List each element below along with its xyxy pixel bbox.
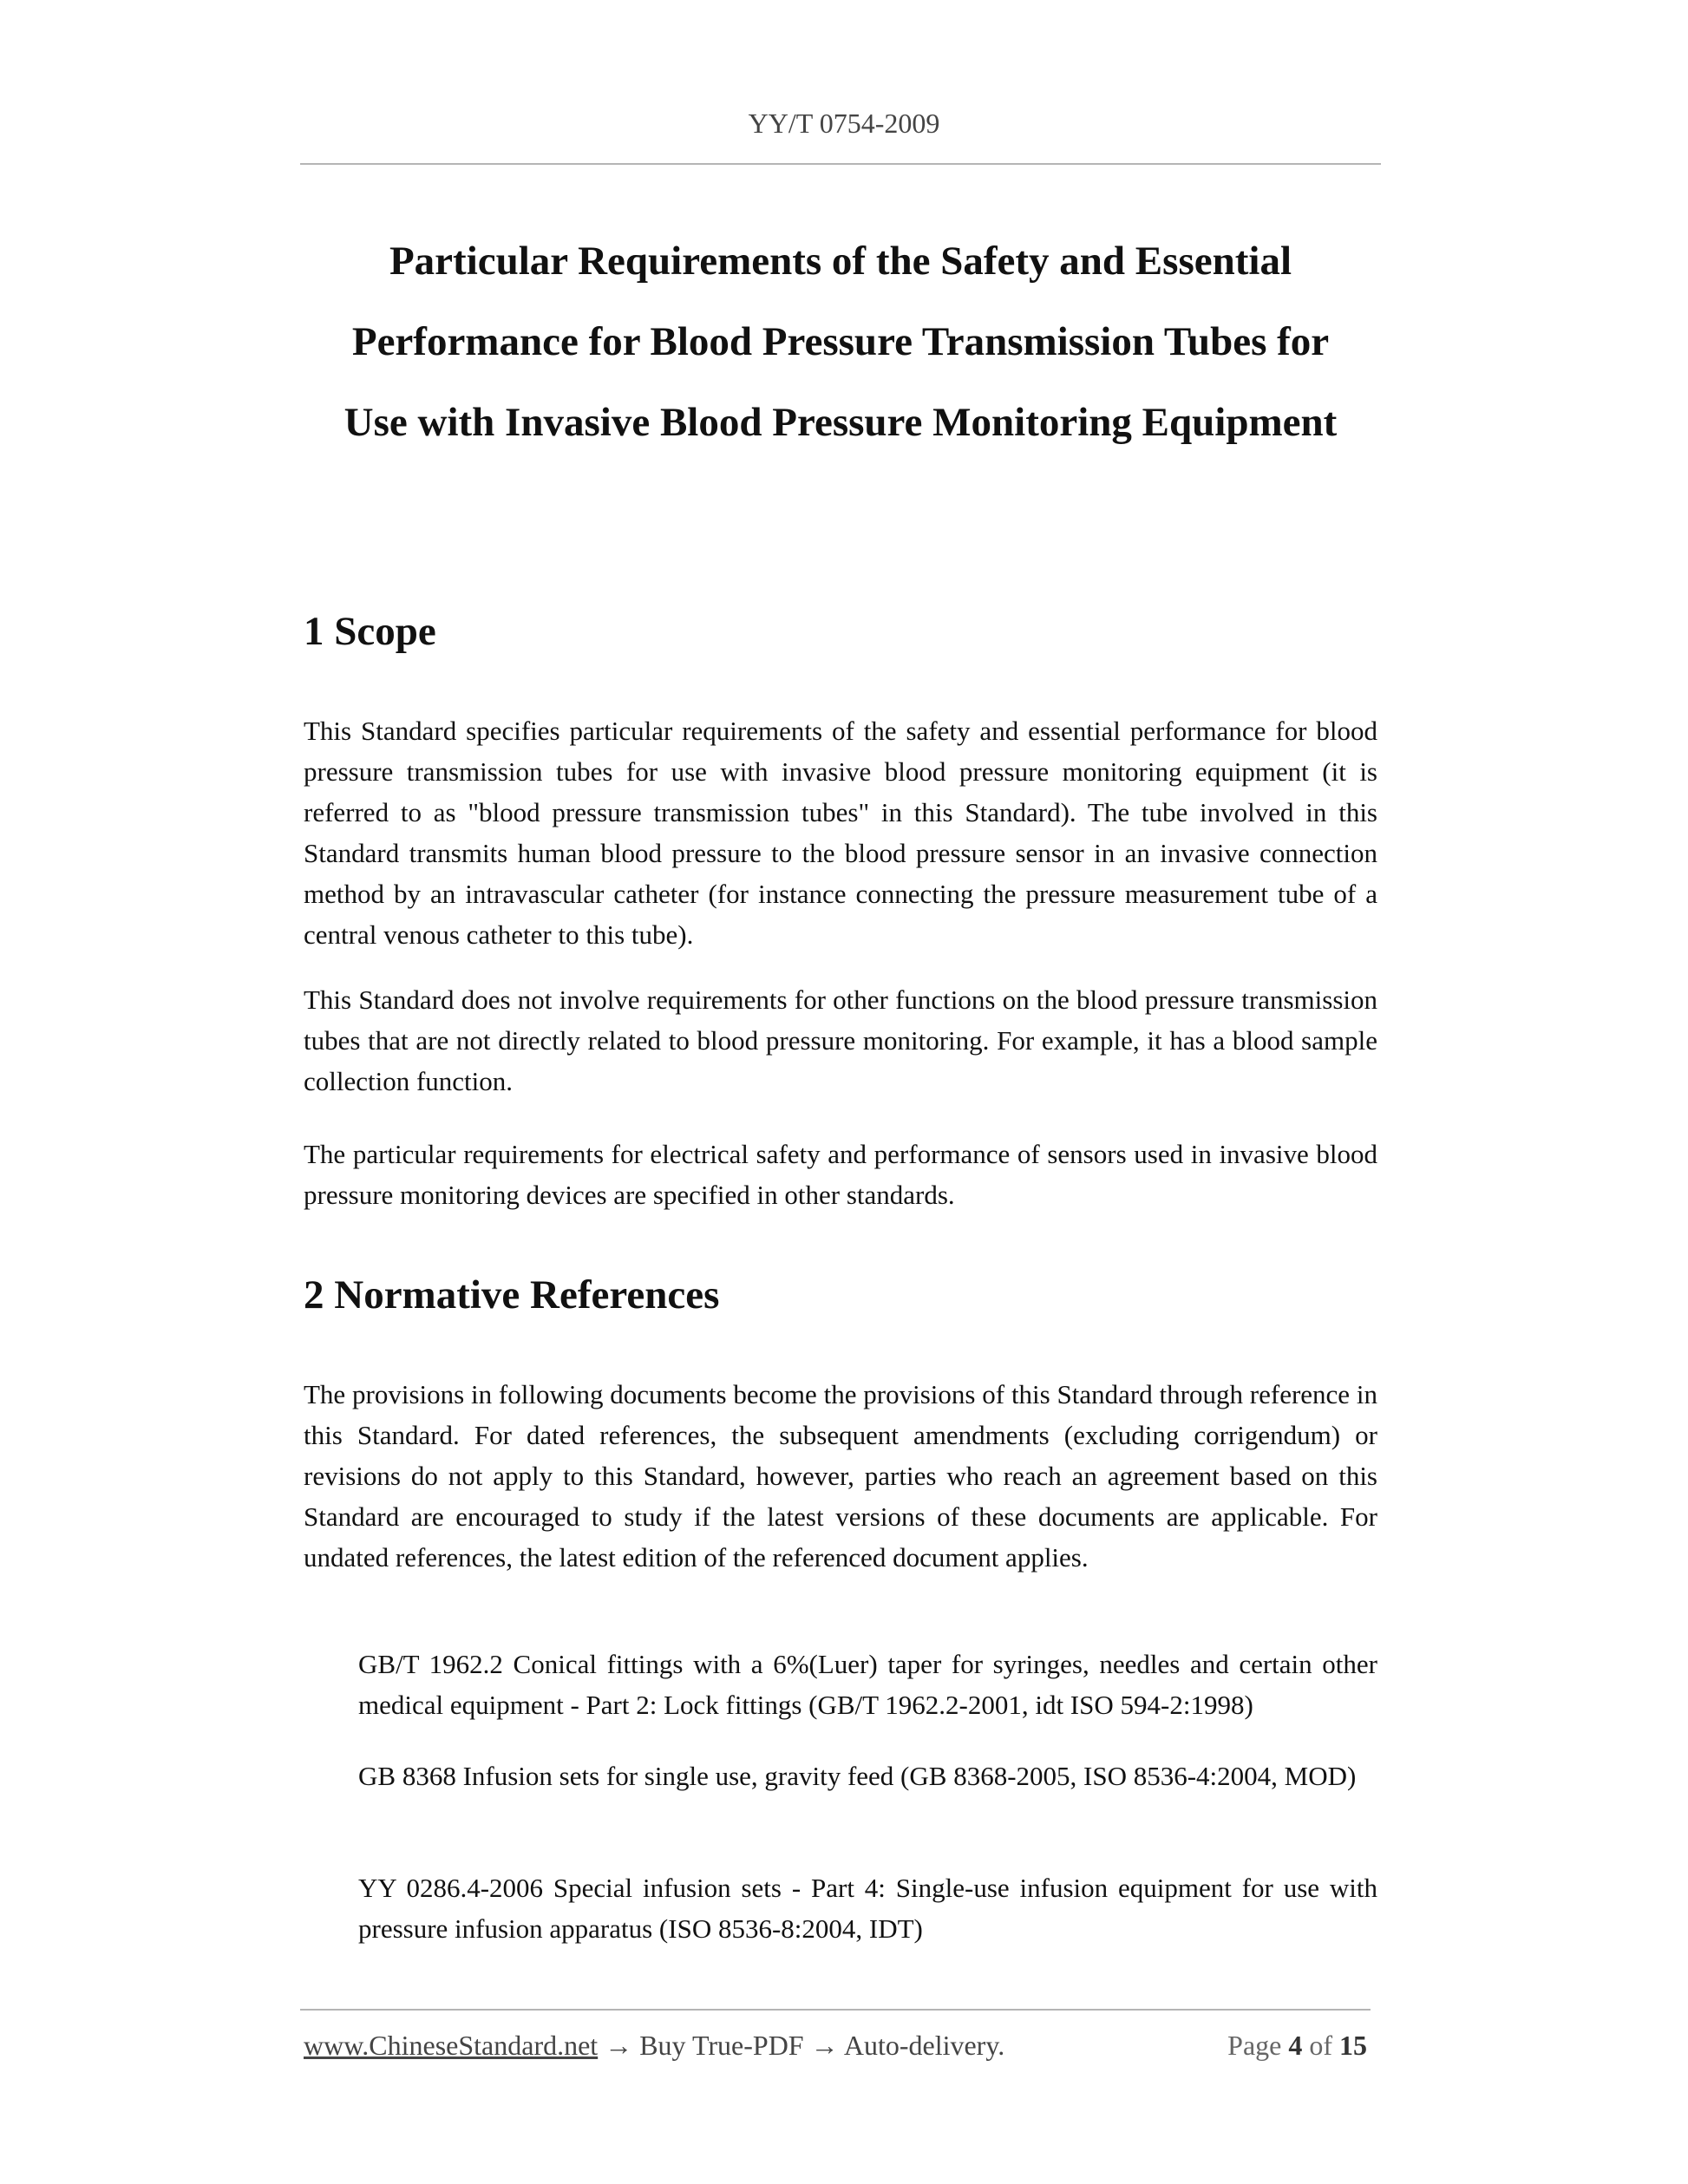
- page-number: 4: [1288, 2030, 1303, 2061]
- arrow-icon: →: [605, 2030, 633, 2061]
- footer-divider: [300, 2009, 1371, 2011]
- page-indicator: [1227, 2030, 1367, 2062]
- scope-paragraph: The particular requirements for electrical safety and performance of sensors used in invasive blood pressure monitoring devices are specified in other standards.: [304, 1139, 1377, 1210]
- references-intro-paragraph: The provisions in following documents become the provisions of this Standard through reference in this Standard. For dated references, the subsequent amendments (excluding corrigendum) or revisions do not apply to this Standard, however, parties who reach an agreement based on this Standard are encouraged to study if the latest versions of these documents are applicable. For undated references, the latest edition of the referenced document applies.: [304, 1379, 1377, 1573]
- page-label: Page: [1227, 2030, 1282, 2061]
- header-divider: [300, 163, 1381, 165]
- site-link[interactable]: www.ChineseStandard.net: [304, 2030, 599, 2061]
- reference-item: GB 8368 Infusion sets for single use, gravity feed (GB 8368-2005, ISO 8536-4:2004, MOD): [358, 1761, 1357, 1791]
- section-heading-scope: 1 Scope: [304, 609, 436, 654]
- title-line: Particular Requirements of the Safety and Essential: [389, 239, 1292, 284]
- document-title: [300, 221, 1381, 463]
- page-total: 15: [1339, 2030, 1367, 2061]
- reference-item: GB/T 1962.2 Conical fittings with a 6%(Luer) taper for syringes, needles and certain other medical equipment - Part 2: Lock fittings (GB/T 1962.2-2001, idt ISO 594-2:1998): [358, 1649, 1377, 1720]
- auto-delivery-text: Auto-delivery.: [843, 2030, 1005, 2061]
- document-code: YY/T 0754-2009: [748, 108, 940, 139]
- title-line: Use with Invasive Blood Pressure Monitoring Equipment: [343, 400, 1338, 445]
- of-label: of: [1309, 2030, 1332, 2061]
- section-heading-normative-references: 2 Normative References: [304, 1272, 720, 1318]
- buy-true-pdf-text: Buy True-PDF: [639, 2030, 804, 2061]
- footer-promo: [304, 2030, 1004, 2062]
- scope-paragraph: This Standard specifies particular requirements of the safety and essential performance for blood pressure transmission tubes for use with invasive blood pressure monitoring equipment (it is referred to as "blood pressure transmission tubes" in this Standard). The tube involved in this Standard transmits human blood pressure to the blood pressure sensor in an invasive connection method by an intravascular catheter (for instance connecting the pressure measurement tube of a central venous catheter to this tube).: [304, 716, 1377, 950]
- title-line: Performance for Blood Pressure Transmission Tubes for: [351, 319, 1330, 364]
- arrow-icon: →: [810, 2030, 839, 2061]
- scope-paragraph: This Standard does not involve requirements for other functions on the blood pressure transmission tubes that are not directly related to blood pressure monitoring. For example, it has a blood sample collection function.: [304, 984, 1377, 1096]
- reference-item: YY 0286.4-2006 Special infusion sets - Part 4: Single-use infusion equipment for use with pressure infusion apparatus (ISO 8536-8:2004, IDT): [358, 1873, 1377, 1944]
